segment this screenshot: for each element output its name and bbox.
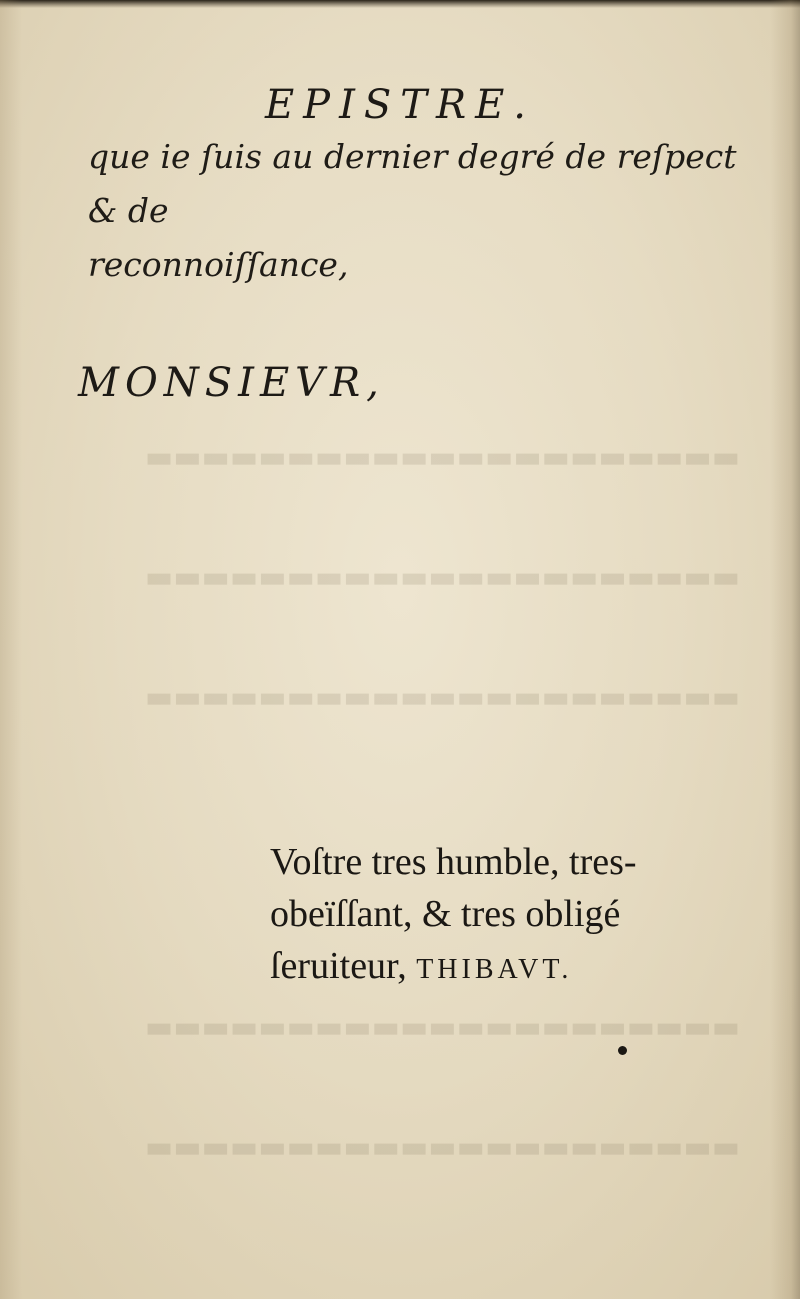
page-top-shadow xyxy=(0,0,800,8)
page-left-edge xyxy=(0,0,22,1299)
ink-dot xyxy=(618,1046,627,1055)
show-through-line: ▬▬▬▬▬▬▬▬▬▬▬▬▬▬▬▬▬▬▬▬▬ xyxy=(144,560,740,595)
signature-line-2: obeïſſant, & tres obligé xyxy=(270,893,621,935)
page-right-edge xyxy=(770,0,800,1299)
closing-line-1: que ie ſuis au dernier degré de reſpect & de xyxy=(88,137,737,230)
salutation: MONSIEVR, xyxy=(78,360,385,406)
signature-line-1: Voſtre tres humble, tres- xyxy=(270,841,637,883)
signature-servant: ſeruiteur, xyxy=(270,945,417,987)
closing-paragraph xyxy=(88,130,748,292)
closing-line-2: reconnoiſſance, xyxy=(88,245,349,284)
signature-name: THIBAVT. xyxy=(416,954,573,985)
signature-block xyxy=(270,836,740,996)
show-through-line: ▬▬▬▬▬▬▬▬▬▬▬▬▬▬▬▬▬▬▬▬▬ xyxy=(144,440,740,475)
signature-line-3 xyxy=(270,940,740,996)
page-header: EPISTRE. xyxy=(264,82,536,128)
show-through-line: ▬▬▬▬▬▬▬▬▬▬▬▬▬▬▬▬▬▬▬▬▬ xyxy=(144,1130,740,1165)
show-through-line: ▬▬▬▬▬▬▬▬▬▬▬▬▬▬▬▬▬▬▬▬▬ xyxy=(144,680,740,715)
show-through-line: ▬▬▬▬▬▬▬▬▬▬▬▬▬▬▬▬▬▬▬▬▬ xyxy=(144,1010,740,1045)
